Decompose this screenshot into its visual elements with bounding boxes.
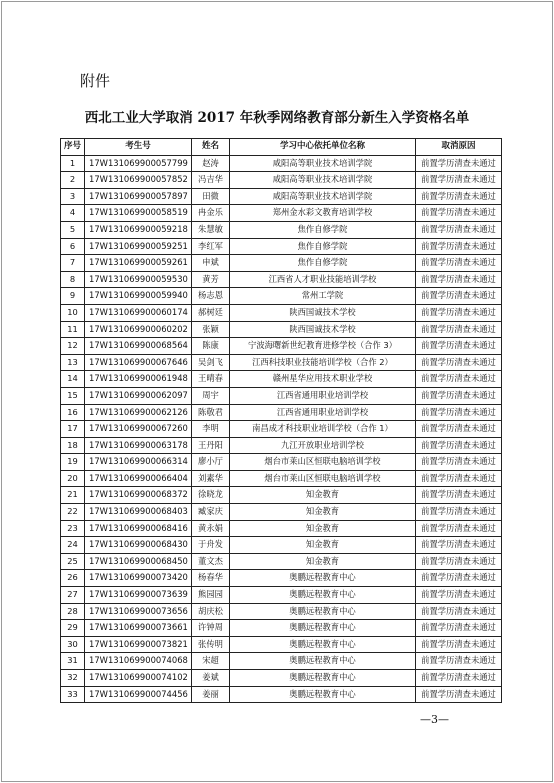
cell-learning-center: 赣州星华应用技术职业学校 — [230, 371, 416, 388]
cell-name: 张颖 — [192, 321, 230, 338]
cell-candidate-number: 17W131069900059940 — [85, 288, 192, 305]
cell-name: 张传明 — [192, 636, 230, 653]
cell-name: 臧家庆 — [192, 504, 230, 521]
cell-cancel-reason: 前置学历清查未通过 — [416, 188, 502, 205]
cell-cancel-reason: 前置学历清查未通过 — [416, 603, 502, 620]
cell-learning-center: 宁波海曙新世纪教育进修学校（合作 3） — [230, 338, 416, 355]
cell-learning-center: 陕西国诚技术学校 — [230, 321, 416, 338]
cell-learning-center: 知金教育 — [230, 553, 416, 570]
cell-candidate-number: 17W131069900066314 — [85, 454, 192, 471]
cell-serial: 31 — [61, 653, 85, 670]
cell-serial: 13 — [61, 354, 85, 371]
cell-cancel-reason: 前置学历清查未通过 — [416, 155, 502, 172]
table-row — [61, 653, 502, 670]
cell-name: 董文杰 — [192, 553, 230, 570]
cell-cancel-reason: 前置学历清查未通过 — [416, 421, 502, 438]
cell-learning-center: 常州工学院 — [230, 288, 416, 305]
cell-serial: 17 — [61, 421, 85, 438]
cell-serial: 4 — [61, 205, 85, 222]
cell-learning-center: 知金教育 — [230, 487, 416, 504]
cell-learning-center: 江西省人才职业技能培训学校 — [230, 271, 416, 288]
cell-cancel-reason: 前置学历清查未通过 — [416, 504, 502, 521]
table-row — [61, 255, 502, 272]
cell-serial: 1 — [61, 155, 85, 172]
table-row — [61, 487, 502, 504]
cell-learning-center: 奥鹏远程教育中心 — [230, 603, 416, 620]
cell-serial: 11 — [61, 321, 85, 338]
cell-candidate-number: 17W131069900074102 — [85, 670, 192, 687]
table-row — [61, 221, 502, 238]
table-row — [61, 454, 502, 471]
cell-cancel-reason: 前置学历清查未通过 — [416, 288, 502, 305]
cell-learning-center: 奥鹏远程教育中心 — [230, 587, 416, 604]
cell-learning-center: 焦作自修学院 — [230, 255, 416, 272]
cell-cancel-reason: 前置学历清查未通过 — [416, 470, 502, 487]
cell-candidate-number: 17W131069900073661 — [85, 620, 192, 637]
cell-candidate-number: 17W131069900059530 — [85, 271, 192, 288]
cell-learning-center: 咸阳高等职业技术培训学院 — [230, 188, 416, 205]
cell-candidate-number: 17W131069900059218 — [85, 221, 192, 238]
table-row — [61, 437, 502, 454]
cell-name: 李明 — [192, 421, 230, 438]
table-row — [61, 520, 502, 537]
table-row — [61, 636, 502, 653]
cell-serial: 8 — [61, 271, 85, 288]
cell-serial: 7 — [61, 255, 85, 272]
attachment-label: 附件 — [80, 72, 111, 90]
cell-name: 宋超 — [192, 653, 230, 670]
cell-cancel-reason: 前置学历清查未通过 — [416, 338, 502, 355]
table-row — [61, 155, 502, 172]
cell-cancel-reason: 前置学历清查未通过 — [416, 404, 502, 421]
cell-learning-center: 奥鹏远程教育中心 — [230, 653, 416, 670]
cell-candidate-number: 17W131069900073821 — [85, 636, 192, 653]
cell-learning-center: 江西科技职业技能培训学校（合作 2） — [230, 354, 416, 371]
cell-name: 吴剑飞 — [192, 354, 230, 371]
cell-cancel-reason: 前置学历清查未通过 — [416, 172, 502, 189]
cell-candidate-number: 17W131069900061948 — [85, 371, 192, 388]
cell-name: 朱慧敏 — [192, 221, 230, 238]
cell-cancel-reason: 前置学历清查未通过 — [416, 553, 502, 570]
cell-cancel-reason: 前置学历清查未通过 — [416, 686, 502, 703]
cell-serial: 2 — [61, 172, 85, 189]
cell-learning-center: 焦作自修学院 — [230, 221, 416, 238]
header-candidate-number: 考生号 — [85, 139, 192, 156]
cell-serial: 26 — [61, 570, 85, 587]
cell-name: 申斌 — [192, 255, 230, 272]
table-row — [61, 603, 502, 620]
cell-name: 郝树廷 — [192, 304, 230, 321]
cell-cancel-reason: 前置学历清查未通过 — [416, 636, 502, 653]
cell-cancel-reason: 前置学历清查未通过 — [416, 570, 502, 587]
cell-candidate-number: 17W131069900060174 — [85, 304, 192, 321]
cell-serial: 32 — [61, 670, 85, 687]
cell-name: 胡庆松 — [192, 603, 230, 620]
table-row — [61, 238, 502, 255]
cell-serial: 10 — [61, 304, 85, 321]
header-serial: 序号 — [61, 139, 85, 156]
cell-candidate-number: 17W131069900068372 — [85, 487, 192, 504]
cell-name: 陈康 — [192, 338, 230, 355]
cell-learning-center: 咸阳高等职业技术培训学院 — [230, 172, 416, 189]
cell-name: 姜斌 — [192, 670, 230, 687]
cell-serial: 33 — [61, 686, 85, 703]
cell-serial: 30 — [61, 636, 85, 653]
table-row — [61, 470, 502, 487]
cell-cancel-reason: 前置学历清查未通过 — [416, 653, 502, 670]
table-row — [61, 504, 502, 521]
cell-cancel-reason: 前置学历清查未通过 — [416, 487, 502, 504]
document-title: 西北工业大学取消 2017 年秋季网络教育部分新生入学资格名单 — [84, 110, 470, 126]
cell-learning-center: 南昌成才科技职业培训学校（合作 1） — [230, 421, 416, 438]
cell-cancel-reason: 前置学历清查未通过 — [416, 587, 502, 604]
cell-candidate-number: 17W131069900062126 — [85, 404, 192, 421]
cell-cancel-reason: 前置学历清查未通过 — [416, 387, 502, 404]
cell-serial: 16 — [61, 404, 85, 421]
cell-cancel-reason: 前置学历清查未通过 — [416, 537, 502, 554]
cell-cancel-reason: 前置学历清查未通过 — [416, 238, 502, 255]
cell-cancel-reason: 前置学历清查未通过 — [416, 620, 502, 637]
cell-name: 田微 — [192, 188, 230, 205]
table-row — [61, 321, 502, 338]
cell-candidate-number: 17W131069900068430 — [85, 537, 192, 554]
cell-cancel-reason: 前置学历清查未通过 — [416, 520, 502, 537]
cell-serial: 29 — [61, 620, 85, 637]
cell-learning-center: 陕西国诚技术学校 — [230, 304, 416, 321]
cell-name: 赵涛 — [192, 155, 230, 172]
cell-learning-center: 知金教育 — [230, 520, 416, 537]
cell-serial: 6 — [61, 238, 85, 255]
cell-learning-center: 奥鹏远程教育中心 — [230, 670, 416, 687]
cell-cancel-reason: 前置学历清查未通过 — [416, 454, 502, 471]
cell-name: 陈敬君 — [192, 404, 230, 421]
cell-name: 李红军 — [192, 238, 230, 255]
cell-name: 黄永娟 — [192, 520, 230, 537]
cell-candidate-number: 17W131069900059251 — [85, 238, 192, 255]
cell-name: 黄芳 — [192, 271, 230, 288]
cell-candidate-number: 17W131069900068403 — [85, 504, 192, 521]
table-row — [61, 537, 502, 554]
cell-name: 杨志恩 — [192, 288, 230, 305]
cell-serial: 20 — [61, 470, 85, 487]
cell-candidate-number: 17W131069900073420 — [85, 570, 192, 587]
cell-candidate-number: 17W131069900067646 — [85, 354, 192, 371]
cell-name: 徐晓龙 — [192, 487, 230, 504]
cell-name: 于舟发 — [192, 537, 230, 554]
cell-candidate-number: 17W131069900057897 — [85, 188, 192, 205]
cell-cancel-reason: 前置学历清查未通过 — [416, 354, 502, 371]
table-row — [61, 387, 502, 404]
cell-candidate-number: 17W131069900068564 — [85, 338, 192, 355]
cell-name: 周宇 — [192, 387, 230, 404]
cell-learning-center: 咸阳高等职业技术培训学院 — [230, 155, 416, 172]
cell-candidate-number: 17W131069900068416 — [85, 520, 192, 537]
cell-learning-center: 奥鹏远程教育中心 — [230, 570, 416, 587]
cell-learning-center: 奥鹏远程教育中心 — [230, 620, 416, 637]
cell-serial: 5 — [61, 221, 85, 238]
cell-cancel-reason: 前置学历清查未通过 — [416, 321, 502, 338]
table-row — [61, 188, 502, 205]
cell-candidate-number: 17W131069900058519 — [85, 205, 192, 222]
cell-name: 许钟周 — [192, 620, 230, 637]
cell-serial: 12 — [61, 338, 85, 355]
table-row — [61, 587, 502, 604]
cell-serial: 28 — [61, 603, 85, 620]
cell-name: 王丹阳 — [192, 437, 230, 454]
cell-learning-center: 九江开放职业培训学校 — [230, 437, 416, 454]
cell-cancel-reason: 前置学历清查未通过 — [416, 205, 502, 222]
cell-cancel-reason: 前置学历清查未通过 — [416, 304, 502, 321]
cell-serial: 25 — [61, 553, 85, 570]
cell-serial: 21 — [61, 487, 85, 504]
cell-cancel-reason: 前置学历清查未通过 — [416, 271, 502, 288]
cell-serial: 27 — [61, 587, 85, 604]
cell-serial: 19 — [61, 454, 85, 471]
cell-serial: 3 — [61, 188, 85, 205]
cell-serial: 9 — [61, 288, 85, 305]
cell-learning-center: 江西省通用职业培训学校 — [230, 404, 416, 421]
cell-name: 廖小厅 — [192, 454, 230, 471]
cell-cancel-reason: 前置学历清查未通过 — [416, 255, 502, 272]
table-header-row — [61, 139, 502, 156]
cell-learning-center: 郑州金水彩文教育培训学校 — [230, 205, 416, 222]
table-row — [61, 271, 502, 288]
cell-learning-center: 烟台市莱山区恒联电脑培训学校 — [230, 470, 416, 487]
cell-name: 刘素华 — [192, 470, 230, 487]
cell-candidate-number: 17W131069900060202 — [85, 321, 192, 338]
cell-cancel-reason: 前置学历清查未通过 — [416, 371, 502, 388]
cell-name: 冉金乐 — [192, 205, 230, 222]
header-cancel-reason: 取消原因 — [416, 139, 502, 156]
cell-learning-center: 知金教育 — [230, 504, 416, 521]
cell-serial: 22 — [61, 504, 85, 521]
cancellation-roster-table — [60, 138, 502, 703]
cell-candidate-number: 17W131069900062097 — [85, 387, 192, 404]
table-row — [61, 686, 502, 703]
cell-candidate-number: 17W131069900059261 — [85, 255, 192, 272]
cell-candidate-number: 17W131069900057799 — [85, 155, 192, 172]
header-learning-center: 学习中心依托单位名称 — [230, 139, 416, 156]
cell-candidate-number: 17W131069900063178 — [85, 437, 192, 454]
cell-cancel-reason: 前置学历清查未通过 — [416, 437, 502, 454]
table-row — [61, 421, 502, 438]
table-row — [61, 205, 502, 222]
table-row — [61, 354, 502, 371]
cell-candidate-number: 17W131069900067260 — [85, 421, 192, 438]
table-row — [61, 620, 502, 637]
cell-serial: 24 — [61, 537, 85, 554]
table-body — [61, 155, 502, 703]
cell-serial: 23 — [61, 520, 85, 537]
cell-serial: 14 — [61, 371, 85, 388]
table-row — [61, 288, 502, 305]
cell-learning-center: 奥鹏远程教育中心 — [230, 636, 416, 653]
cell-name: 王晴春 — [192, 371, 230, 388]
cell-candidate-number: 17W131069900057852 — [85, 172, 192, 189]
table-row — [61, 172, 502, 189]
cell-serial: 15 — [61, 387, 85, 404]
cell-candidate-number: 17W131069900068450 — [85, 553, 192, 570]
cell-cancel-reason: 前置学历清查未通过 — [416, 670, 502, 687]
cell-candidate-number: 17W131069900074456 — [85, 686, 192, 703]
cell-name: 冯吉华 — [192, 172, 230, 189]
table-row — [61, 338, 502, 355]
cell-learning-center: 烟台市莱山区恒联电脑培训学校 — [230, 454, 416, 471]
cell-candidate-number: 17W131069900073656 — [85, 603, 192, 620]
cell-learning-center: 焦作自修学院 — [230, 238, 416, 255]
table-row — [61, 670, 502, 687]
table-row — [61, 371, 502, 388]
cell-learning-center: 知金教育 — [230, 537, 416, 554]
cell-name: 姜丽 — [192, 686, 230, 703]
cell-candidate-number: 17W131069900074068 — [85, 653, 192, 670]
page-number: —3— — [420, 713, 449, 726]
table-row — [61, 304, 502, 321]
table-row — [61, 553, 502, 570]
header-name: 姓名 — [192, 139, 230, 156]
cell-learning-center: 奥鹏远程教育中心 — [230, 686, 416, 703]
cell-candidate-number: 17W131069900066404 — [85, 470, 192, 487]
cell-cancel-reason: 前置学历清查未通过 — [416, 221, 502, 238]
table-row — [61, 570, 502, 587]
cell-serial: 18 — [61, 437, 85, 454]
cell-learning-center: 江西省通用职业培训学校 — [230, 387, 416, 404]
cell-name: 杨春华 — [192, 570, 230, 587]
cell-candidate-number: 17W131069900073639 — [85, 587, 192, 604]
table-row — [61, 404, 502, 421]
cell-name: 熊园园 — [192, 587, 230, 604]
